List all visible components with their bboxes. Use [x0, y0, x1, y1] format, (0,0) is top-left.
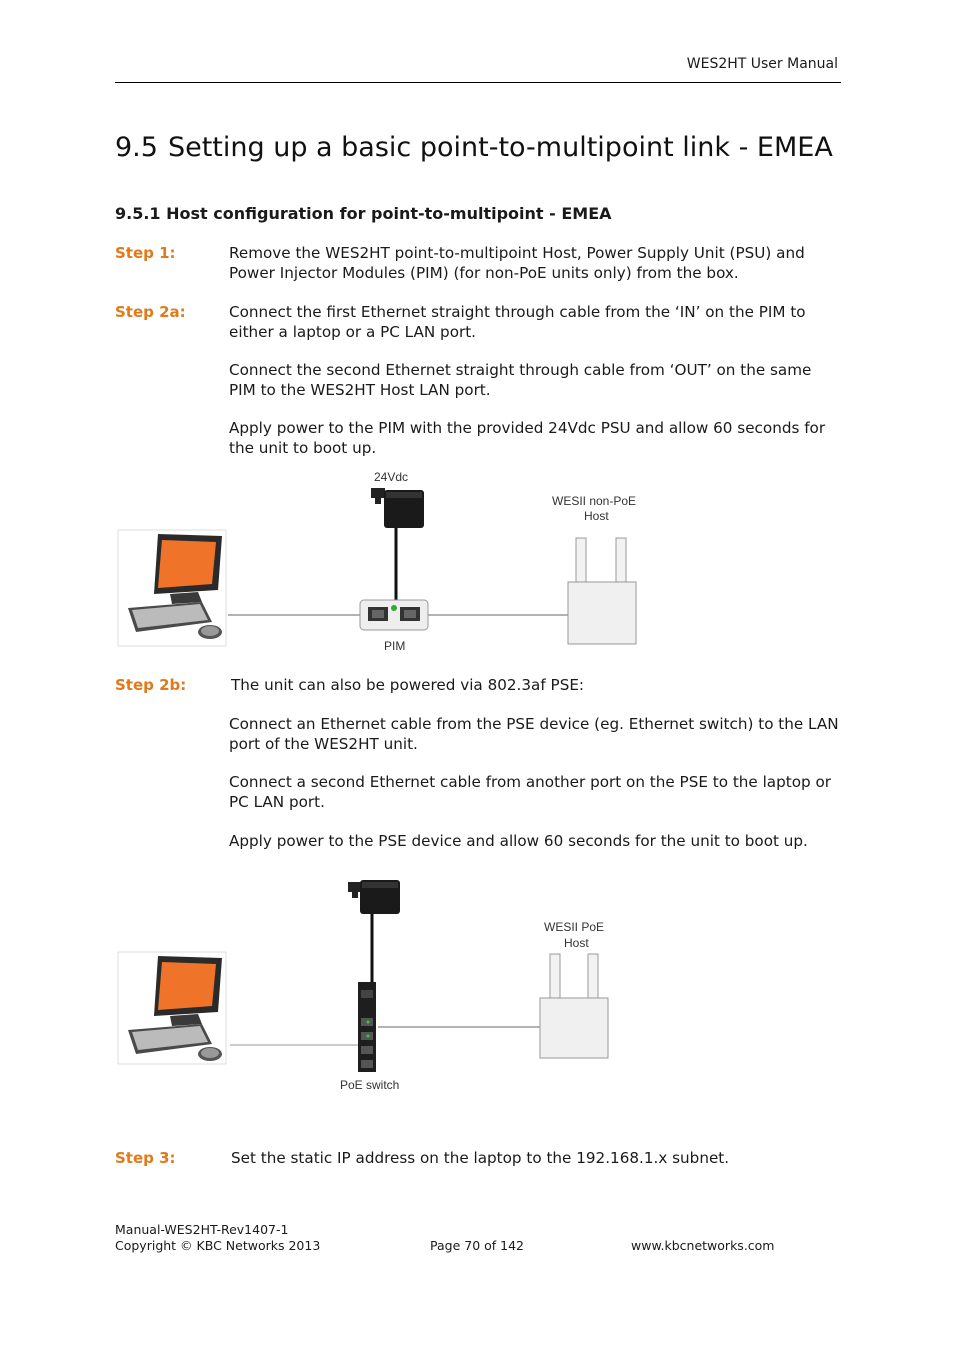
poe-switch-icon — [358, 982, 376, 1072]
step-2b-para-2: Connect a second Ethernet cable from another port on the PSE to the laptop or PC LAN port. — [229, 773, 832, 811]
step-2b-para-0: The unit can also be powered via 802.3af PSE: — [231, 676, 585, 694]
subsection-heading — [115, 204, 612, 223]
step-2b-label: Step 2b: — [115, 676, 187, 694]
step-2a-para-1: Connect the first Ethernet straight through cable from the ‘IN’ on the PIM to either a laptop or a PC LAN port. — [229, 303, 806, 341]
footer-page-number: Page 70 of 142 — [430, 1238, 524, 1253]
host-label-line-1: WESII PoE — [544, 920, 605, 934]
header-rule — [115, 82, 841, 83]
step-3-text: Set the static IP address on the laptop to the 192.168.1.x subnet. — [231, 1149, 730, 1167]
footer-doc-id: Manual-WES2HT-Rev1407-1 — [115, 1222, 289, 1237]
power-supply-icon — [371, 488, 424, 602]
section-heading — [115, 132, 833, 163]
subsection-title: Host configuration for point-to-multipoint - EMEA — [166, 204, 612, 223]
step-3-label: Step 3: — [115, 1149, 176, 1167]
step-1-label: Step 1: — [115, 244, 176, 262]
power-supply-icon — [348, 880, 400, 984]
step-2b-para-3: Apply power to the PSE device and allow 60 seconds for the unit to boot up. — [229, 832, 808, 850]
computer-icon — [118, 952, 226, 1064]
step-2b-para-1: Connect an Ethernet cable from the PSE device (eg. Ethernet switch) to the LAN port of the WES2HT unit. — [229, 715, 839, 753]
host-label-line-2: Host — [584, 509, 609, 523]
psu-label: 24Vdc — [374, 470, 409, 484]
step-2a-para-2: Connect the second Ethernet straight through cable from ‘OUT’ on the same PIM to the WES2HT Host LAN port. — [229, 361, 812, 399]
host-label-line-1: WESII non-PoE — [552, 494, 637, 508]
running-header: WES2HT User Manual — [686, 56, 838, 72]
host-label-line-2: Host — [564, 936, 589, 950]
section-title: Setting up a basic point-to-multipoint link - EMEA — [167, 132, 833, 163]
section-number: 9.5 — [115, 132, 158, 163]
step-2a-para-3: Apply power to the PIM with the provided 24Vdc PSU and allow 60 seconds for the unit to boot up. — [229, 419, 826, 457]
footer-copyright: Copyright © KBC Networks 2013 — [115, 1238, 321, 1253]
step-1-text: Remove the WES2HT point-to-multipoint Host, Power Supply Unit (PSU) and Power Injector Modules (PIM) (for non-PoE units only) from the box. — [229, 244, 805, 282]
host-unit-icon — [568, 538, 636, 644]
subsection-number: 9.5.1 — [115, 204, 161, 223]
pim-label: PIM — [384, 639, 406, 653]
diagram-non-poe-host — [110, 462, 670, 662]
computer-icon — [118, 530, 226, 646]
host-unit-icon — [540, 954, 608, 1058]
switch-label: PoE switch — [340, 1078, 400, 1092]
footer-website: www.kbcnetworks.com — [631, 1238, 775, 1253]
pim-device-icon — [360, 600, 428, 630]
step-2a-label: Step 2a: — [115, 303, 186, 321]
diagram-poe-host — [110, 872, 670, 1102]
